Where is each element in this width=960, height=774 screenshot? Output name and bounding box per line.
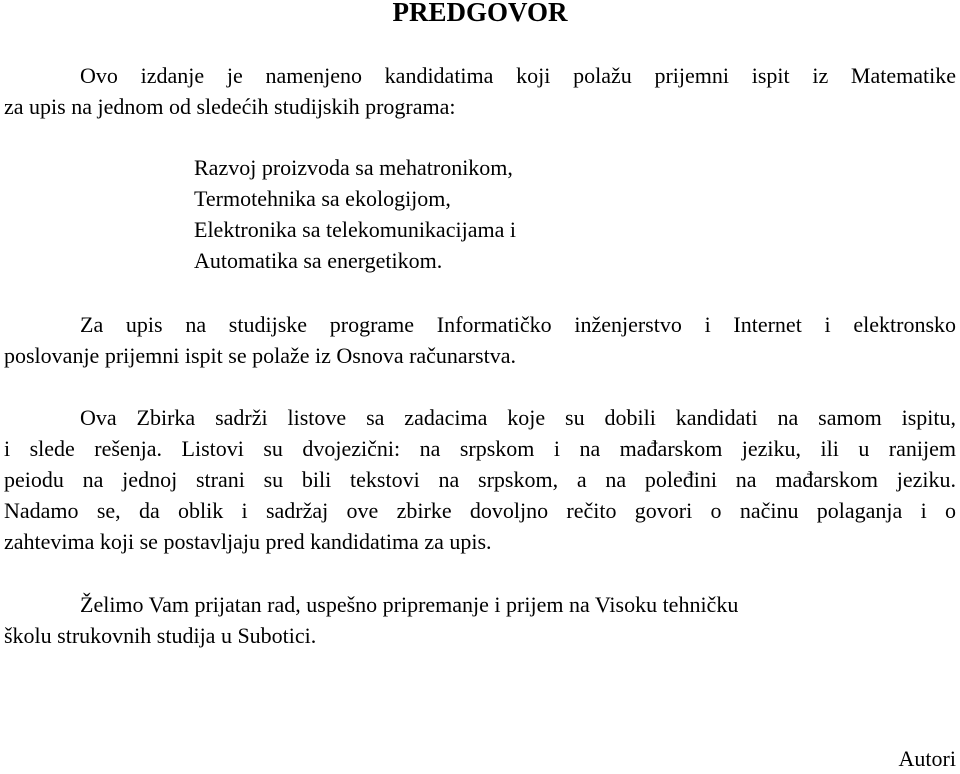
closing-paragraph <box>4 589 956 651</box>
collection-line-3: peiodu na jednoj strani su bili tekstovi na srpskom, a na poleđini na mađarskom jeziku. <box>4 467 956 492</box>
collection-line-1-text: Ova Zbirka sadrži listove sa zadacima koje su dobili kandidati na samom ispitu, <box>80 405 956 430</box>
closing-line-2: školu strukovnih studija u Subotici. <box>4 623 317 648</box>
page-title: PREDGOVOR <box>392 0 568 27</box>
collection-line-2: i slede rešenja. Listovi su dvojezični: na srpskom i na mađarskom jeziku, ili u ranijem <box>4 436 956 461</box>
informatics-paragraph <box>4 309 956 371</box>
intro-line-1-text: Ovo izdanje je namenjeno kandidatima koji polažu prijemni ispit iz Matematike <box>80 63 956 88</box>
program-item: Razvoj proizvoda sa mehatronikom, <box>194 155 513 180</box>
collection-line-4: Nadamo se, da oblik i sadržaj ove zbirke dovoljno rečito govori o načinu polaganja i o <box>4 498 956 523</box>
informatics-line-1-text: Za upis na studijske programe Informatičko inženjerstvo i Internet i elektronsko <box>80 312 956 337</box>
closing-line-1-text: Želimo Vam prijatan rad, uspešno pripremanje i prijem na Visoku tehničku <box>80 592 739 617</box>
collection-paragraph <box>4 402 956 557</box>
author-signature: Autori <box>898 746 956 771</box>
closing-line-1 <box>4 589 956 620</box>
collection-line-5: zahtevima koji se postavljaju pred kandidatima za upis. <box>4 529 492 554</box>
program-item: Elektronika sa telekomunikacijama i <box>194 217 516 242</box>
intro-line-2: za upis na jednom od sledećih studijskih programa: <box>4 94 456 119</box>
program-item: Termotehnika sa ekologijom, <box>194 186 451 211</box>
program-list <box>194 152 516 276</box>
program-item: Automatika sa energetikom. <box>194 248 443 273</box>
intro-paragraph <box>4 60 956 122</box>
intro-line-1 <box>4 60 956 91</box>
informatics-line-1 <box>4 309 956 340</box>
informatics-line-2: poslovanje prijemni ispit se polaže iz Osnova računarstva. <box>4 343 516 368</box>
collection-line-1 <box>4 402 956 433</box>
